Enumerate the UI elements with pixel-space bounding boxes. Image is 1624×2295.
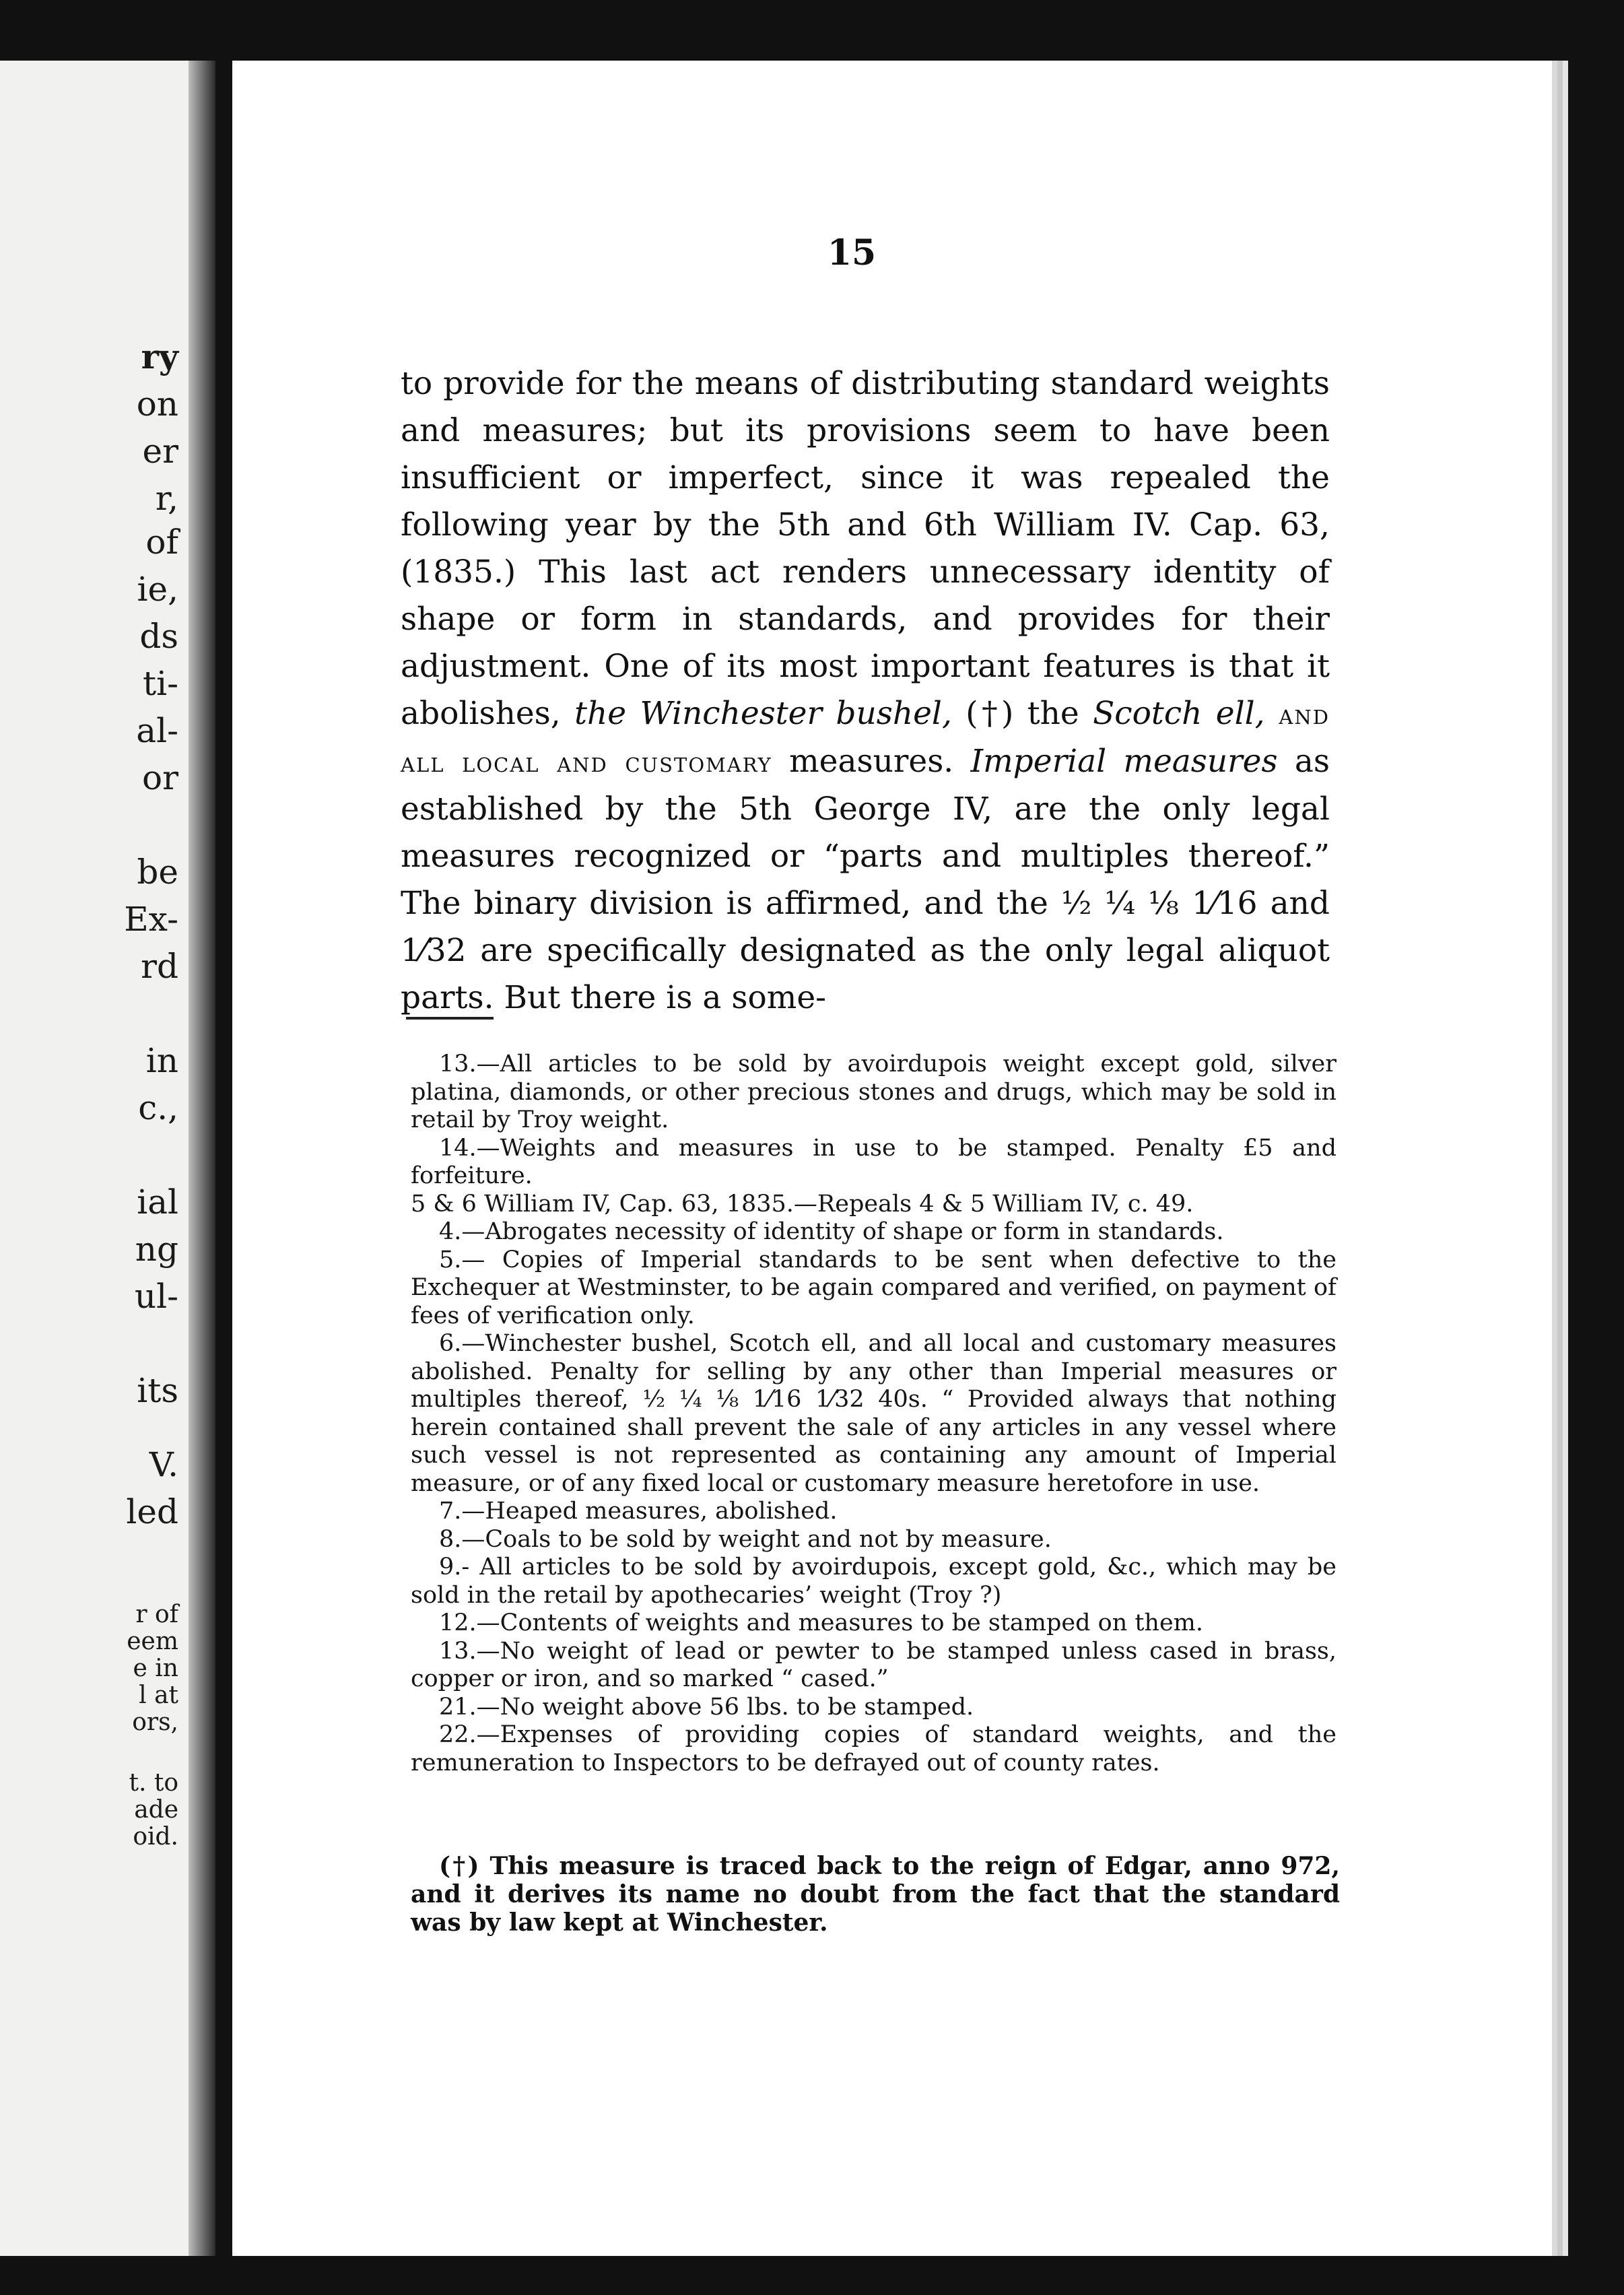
left-fragment: er (142, 432, 178, 471)
dagger-reference: (†) the (951, 695, 1093, 732)
left-fragment: ng (135, 1230, 178, 1269)
footnote-separator (406, 1017, 494, 1020)
footnote-item: 9.- All articles to be sold by avoirdupois, except gold, &c., which may be sold in the retail by apothecaries’ weight (Troy ?) (411, 1554, 1337, 1609)
left-fragment: oid. (133, 1823, 178, 1851)
main-text-part-3: as established by the 5th George IV, are the only legal measures recognized or “parts and multiples thereof.” The binary division is affirmed, and the ½ ¼ ⅛ 1⁄16 and 1⁄32 are specifically designated as the only legal aliquot parts. But there is a some- (401, 743, 1330, 1016)
left-fragment: in (145, 1041, 178, 1080)
left-fragment: r, (155, 479, 178, 518)
main-text-part-2: measures. (772, 743, 971, 780)
left-fragment: ry (141, 337, 178, 376)
left-fragment: V. (149, 1445, 178, 1484)
left-fragment: on (136, 385, 178, 424)
left-page (0, 61, 215, 2256)
left-fragment: led (126, 1492, 178, 1531)
winchester-bushel-italic: the Winchester bushel, (574, 695, 952, 732)
left-fragment: Ex- (124, 900, 178, 939)
left-fragment: ors, (132, 1708, 178, 1736)
binding-shadow (189, 61, 215, 2256)
left-fragment: be (137, 853, 178, 892)
left-fragment: ul- (134, 1277, 178, 1316)
scotch-ell-italic: Scotch ell, (1093, 695, 1265, 732)
footnote-item: 13.—No weight of lead or pewter to be stamped unless cased in brass, copper or iron, and so marked “ cased.” (411, 1637, 1337, 1692)
right-page (232, 61, 1552, 2256)
main-paragraph (401, 360, 1330, 1022)
footnote-item: 5.— Copies of Imperial standards to be sent when defective to the Exchequer at Westminster, to be again compared and verified, on payment of fees of verification only. (411, 1246, 1337, 1329)
footnote-item: 22.—Expenses of providing copies of standard weights, and the remuneration to Inspectors to be defrayed out of county rates. (411, 1721, 1337, 1776)
left-fragment: l at (139, 1682, 178, 1709)
left-fragment: ial (137, 1183, 178, 1222)
left-fragment: or (141, 758, 178, 797)
left-fragment: eem (127, 1628, 178, 1655)
left-fragment: ade (134, 1796, 178, 1824)
left-fragment: e in (133, 1655, 178, 1682)
left-fragment: ie, (137, 570, 178, 609)
statute-footnotes (411, 1051, 1337, 1777)
left-fragment: c., (138, 1088, 178, 1127)
page-number: 15 (827, 232, 877, 273)
footnote-item: 13.—All articles to be sold by avoirdupois weight except gold, silver platina, diamonds, or other precious stones and drugs, which may be sold in retail by Troy weight. (411, 1051, 1337, 1133)
footnote-item: 12.—Contents of weights and measures to be stamped on them. (439, 1609, 1203, 1636)
left-fragment: t. to (129, 1769, 178, 1797)
footnote-item: 8.—Coals to be sold by weight and not by measure. (439, 1525, 1052, 1553)
left-fragment: rd (141, 947, 178, 986)
footnote-item: 21.—No weight above 56 lbs. to be stamped. (439, 1693, 974, 1721)
footnote-item: 14.—Weights and measures in use to be stamped. Penalty £5 and forfeiture. (411, 1134, 1337, 1189)
statute-heading: 5 & 6 William IV, Cap. 63, 1835.—Repeals 4 & 5 William IV, c. 49. (411, 1190, 1194, 1218)
imperial-measures-italic: Imperial measures (970, 743, 1278, 780)
footnote-item: 6.—Winchester bushel, Scotch ell, and all local and customary measures abolished. Penalty for selling by any other than Imperial measures or multiples thereof, ½ ¼ ⅛ 1⁄16 1⁄32 40s. “ Provided always that nothing herein contained shall prevent the sale of any articles in any vessel where such vessel is not represented as containing any amount of Imperial measure, or of any fixed local or customary measure heretofore in use. (411, 1330, 1337, 1497)
main-text-part-1: to provide for the means of distributing standard weights and measures; but its provisions seem to have been insufficient or imperfect, since it was repealed the following year by the 5th and 6th William IV. Cap. 63, (1835.) This last act renders unnecessary identity of shape or form in standards, and provides for their adjustment. One of its most important features is that it abolishes, (401, 365, 1330, 732)
left-fragment: of (145, 523, 178, 562)
dagger-footnote: (†) This measure is traced back to the reign of Edgar, anno 972, and it derives its name no doubt from the fact that the standard was by law kept at Winchester. (411, 1852, 1340, 1937)
left-fragment: r of (135, 1601, 178, 1628)
left-fragment: ti- (143, 664, 178, 703)
local-customary-smallcaps: and all local and customary (401, 698, 1330, 778)
left-fragment: its (137, 1371, 178, 1410)
left-fragment: al- (136, 711, 178, 750)
footnote-item: 7.—Heaped measures, abolished. (439, 1498, 838, 1525)
footnote-item: 4.—Abrogates necessity of identity of shape or form in standards. (439, 1218, 1224, 1245)
left-fragment: ds (139, 617, 178, 656)
